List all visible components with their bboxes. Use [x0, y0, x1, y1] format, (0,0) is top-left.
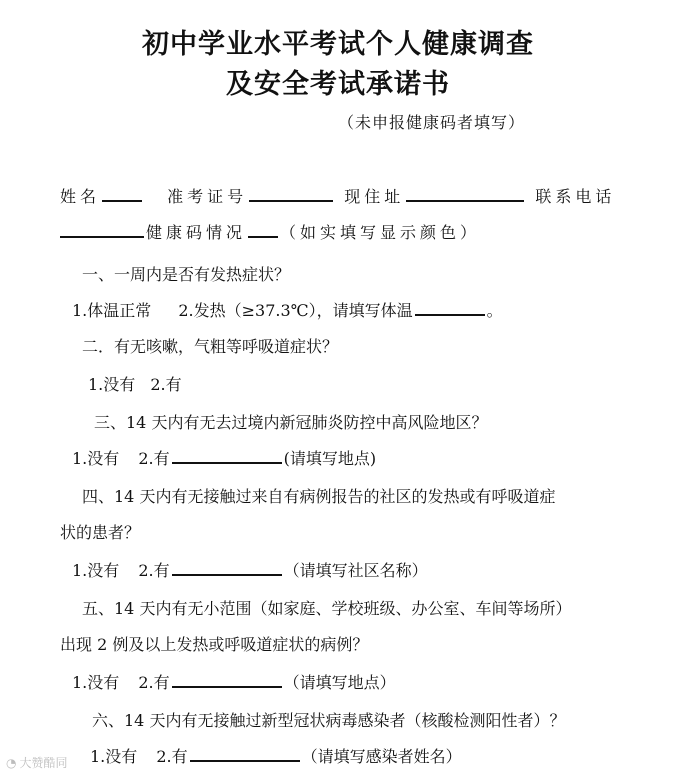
q3-option-2[interactable]: 2.有: [138, 449, 170, 468]
question-3: 三、14 天内有无去过境内新冠肺炎防控中高风险地区？: [94, 413, 488, 432]
question-6-options: [90, 744, 462, 767]
q3-location-blank[interactable]: [172, 450, 282, 464]
watermark-text: 大赞酷同: [19, 756, 68, 770]
phone-label: 联系电话: [535, 187, 616, 206]
address-blank[interactable]: [406, 188, 524, 202]
document-title-line1: 初中学业水平考试个人健康调查: [142, 29, 534, 60]
question-1-options: [72, 298, 503, 321]
address-label: 现住址: [344, 187, 405, 206]
document-subtitle: （未申报健康码者填写）: [338, 113, 526, 132]
q6-name-blank[interactable]: [190, 748, 300, 762]
q4-community-blank[interactable]: [172, 562, 282, 576]
q4-option-2[interactable]: 2.有: [138, 561, 170, 580]
q1-option-1[interactable]: 1.体温正常: [72, 301, 152, 320]
q6-option-1[interactable]: 1.没有: [90, 747, 138, 766]
q6-option-2[interactable]: 2.有: [156, 747, 188, 766]
q5-location-blank[interactable]: [172, 674, 282, 688]
personal-info-row1: [60, 184, 615, 207]
q5-option-2[interactable]: 2.有: [138, 673, 170, 692]
q5-note: （请填写地点）: [283, 673, 396, 692]
question-2: 二．有无咳嗽，气粗等呼吸道症状？: [82, 337, 339, 356]
question-4-line1: 四、14 天内有无接触过来自有病例报告的社区的发热或有呼吸道症: [82, 487, 556, 506]
q3-option-1[interactable]: 1.没有: [72, 449, 120, 468]
document-title-line2: 及安全考试承诺书: [226, 69, 450, 100]
exam-id-label: 准考证号: [167, 187, 248, 206]
q1-option-2[interactable]: 2.发热（≥37.3℃），请填写体温: [178, 301, 413, 320]
q1-end-mark: 。: [486, 301, 503, 320]
question-5-line1: 五、14 天内有无小范围（如家庭、学校班级、办公室、车间等场所）: [82, 599, 572, 618]
weibo-logo-icon: ◔: [6, 756, 17, 770]
question-4-line2: 状的患者？: [60, 523, 141, 542]
q5-option-1[interactable]: 1.没有: [72, 673, 120, 692]
question-5-options: [72, 670, 396, 693]
question-4-options: [72, 558, 428, 581]
health-code-blank[interactable]: [248, 224, 278, 238]
question-1: 一、一周内是否有发热症状？: [82, 265, 291, 284]
question-2-options: [88, 372, 182, 395]
personal-info-row2: [60, 220, 480, 243]
name-blank[interactable]: [102, 188, 142, 202]
question-6: 六、14 天内有无接触过新型冠状病毒感染者（核酸检测阳性者）？: [92, 711, 566, 730]
health-code-label: 健康码情况: [146, 223, 247, 242]
name-label: 姓名: [60, 187, 101, 206]
phone-blank[interactable]: [60, 224, 144, 238]
q4-option-1[interactable]: 1.没有: [72, 561, 120, 580]
exam-id-blank[interactable]: [249, 188, 333, 202]
q1-temperature-blank[interactable]: [415, 302, 485, 316]
health-code-note: （如实填写显示颜色）: [280, 223, 481, 242]
q4-note: （请填写社区名称）: [283, 561, 428, 580]
q2-option-1[interactable]: 1.没有: [88, 375, 136, 394]
q6-note: （请填写感染者姓名）: [301, 747, 462, 766]
watermark: [6, 754, 68, 771]
q2-option-2[interactable]: 2.有: [150, 375, 182, 394]
question-5-line2: 出现 2 例及以上发热或呼吸道症状的病例？: [60, 635, 369, 654]
q3-note: (请填写地点): [283, 449, 377, 468]
question-3-options: [72, 446, 376, 469]
